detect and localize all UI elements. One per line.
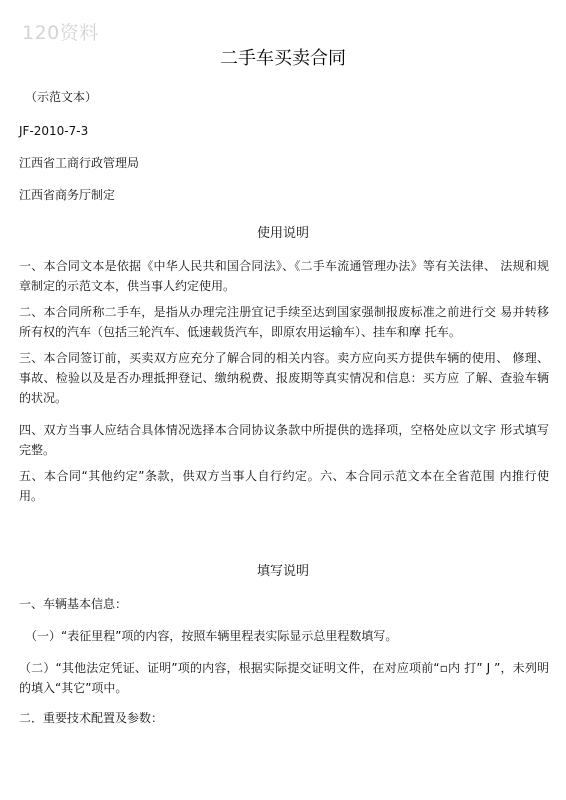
fill-section-2: 二．重要技术配置及参数：	[19, 711, 164, 725]
document-code: JF-2010-7-3	[19, 124, 89, 138]
watermark: 120资料	[22, 22, 99, 44]
usage-item-1: 一、本合同文本是依据《中华人民共和国合同法》、《二手车流通管理办法》等有关法律、 法规和规章制定的示范文本，供当事人约定使用。	[19, 259, 549, 293]
issuer-line-2: 江西省商务厅制定	[19, 188, 116, 202]
sample-label: （示范文本）	[25, 90, 98, 104]
fill-heading: 填写说明	[256, 564, 309, 579]
fill-section-1: 一、车辆基本信息：	[19, 597, 128, 611]
usage-item-4: 四、双方当事人应结合具体情况选择本合同协议条款中所提供的选择项，空格处应以文字 形式填写完整。	[19, 423, 549, 457]
usage-item-3: 三、本合同签订前，买卖双方应充分了解合同的相关内容。卖方应向买方提供车辆的使用、 修理、事故、检验以及是否办理抵押登记、缴纳税费、报废期等真实情况和信息：买方应 了解、查验车辆的状况。	[19, 351, 549, 405]
issuer-line-1: 江西省工商行政管理局	[19, 156, 140, 170]
fill-item-2: （二）“其他法定凭证、证明”项的内容，根据实际提交证明文件，在对应项前“▫内 打” J ”，未列明的填入“其它”项中。	[19, 661, 549, 695]
usage-item-2: 二、本合同所称二手车，是指从办理完注册宜记手续至达到国家强制报废标准之前进行交 易并转移所有权的汽车（包括三轮汽车、低速载货汽车，即原农用运输车）、挂车和摩 托车。	[19, 305, 549, 339]
usage-item-5: 五、本合同“其他约定”条款，供双方当事人自行约定。六、本合同示范文本在全省范围 内推行使用。	[19, 469, 549, 503]
fill-item-1: （一）“表征里程”项的内容，按照车辆里程表实际显示总里程数填写。	[25, 629, 398, 643]
usage-heading: 使用说明	[256, 226, 309, 241]
document-title: 二手车买卖合同	[220, 48, 346, 69]
